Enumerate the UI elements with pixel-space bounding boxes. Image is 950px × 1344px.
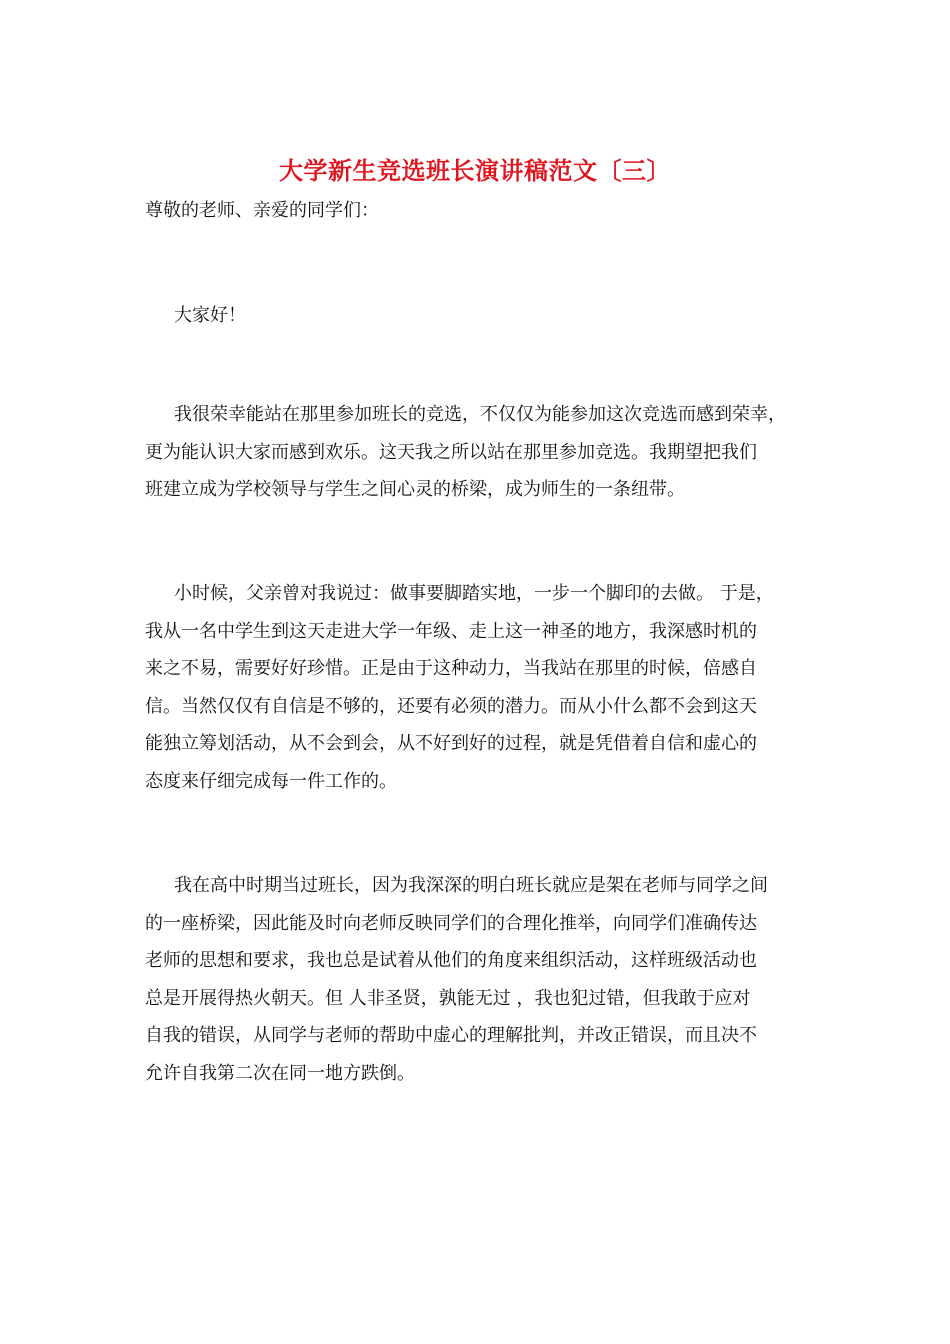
paragraph-line: 我很荣幸能站在那里参加班长的竞选，不仅仅为能参加这次竞选而感到荣幸，: [174, 404, 786, 425]
paragraph-line: 老师的思想和要求，我也总是试着从他们的角度来组织活动，这样班级活动也: [145, 950, 757, 971]
paragraph-line: 小时候，父亲曾对我说过：做事要脚踏实地，一步一个脚印的去做。 于是，: [174, 583, 774, 604]
paragraph-line: 总是开展得热火朝天。但 人非圣贤，孰能无过 ，我也犯过错，但我敢于应对: [145, 987, 751, 1009]
salutation: 尊敬的老师、亲爱的同学们：: [145, 200, 379, 221]
document-title: 大学新生竞选班长演讲稿范文〔三〕: [279, 156, 671, 185]
paragraph-line: 的一座桥梁，因此能及时向老师反映同学们的合理化推举，向同学们准确传达: [145, 912, 757, 934]
paragraph-2: [145, 575, 805, 800]
paragraph-3: [145, 867, 805, 1092]
paragraph-line: 态度来仔细完成每一件工作的。: [145, 770, 397, 792]
paragraph-line: 允许自我第二次在同一地方跌倒。: [145, 1062, 415, 1084]
paragraph-line: 更为能认识大家而感到欢乐。这天我之所以站在那里参加竞选。我期望把我们: [145, 441, 757, 463]
paragraph-line: 班建立成为学校领导与学生之间心灵的桥梁，成为师生的一条纽带。: [145, 479, 685, 500]
paragraph-line: 来之不易，需要好好珍惜。正是由于这种动力，当我站在那里的时候，倍感自: [145, 658, 757, 679]
paragraph-line: 信。当然仅仅有自信是不够的，还要有必须的潜力。而从小什么都不会到这天: [145, 695, 757, 717]
paragraph-1: [145, 396, 805, 509]
paragraph-line: 自我的错误，从同学与老师的帮助中虚心的理解批判，并改正错误，而且决不: [145, 1025, 757, 1046]
greeting-line: 大家好！: [174, 305, 246, 326]
paragraph-line: 能独立筹划活动，从不会到会，从不好到好的过程，就是凭借着自信和虚心的: [145, 733, 757, 754]
paragraph-line: 我从一名中学生到这天走进大学一年级、走上这一神圣的地方，我深感时机的: [145, 620, 757, 642]
paragraph-line: 我在高中时期当过班长，因为我深深的明白班长就应是架在老师与同学之间: [174, 875, 768, 896]
greeting-paragraph: [145, 297, 805, 335]
